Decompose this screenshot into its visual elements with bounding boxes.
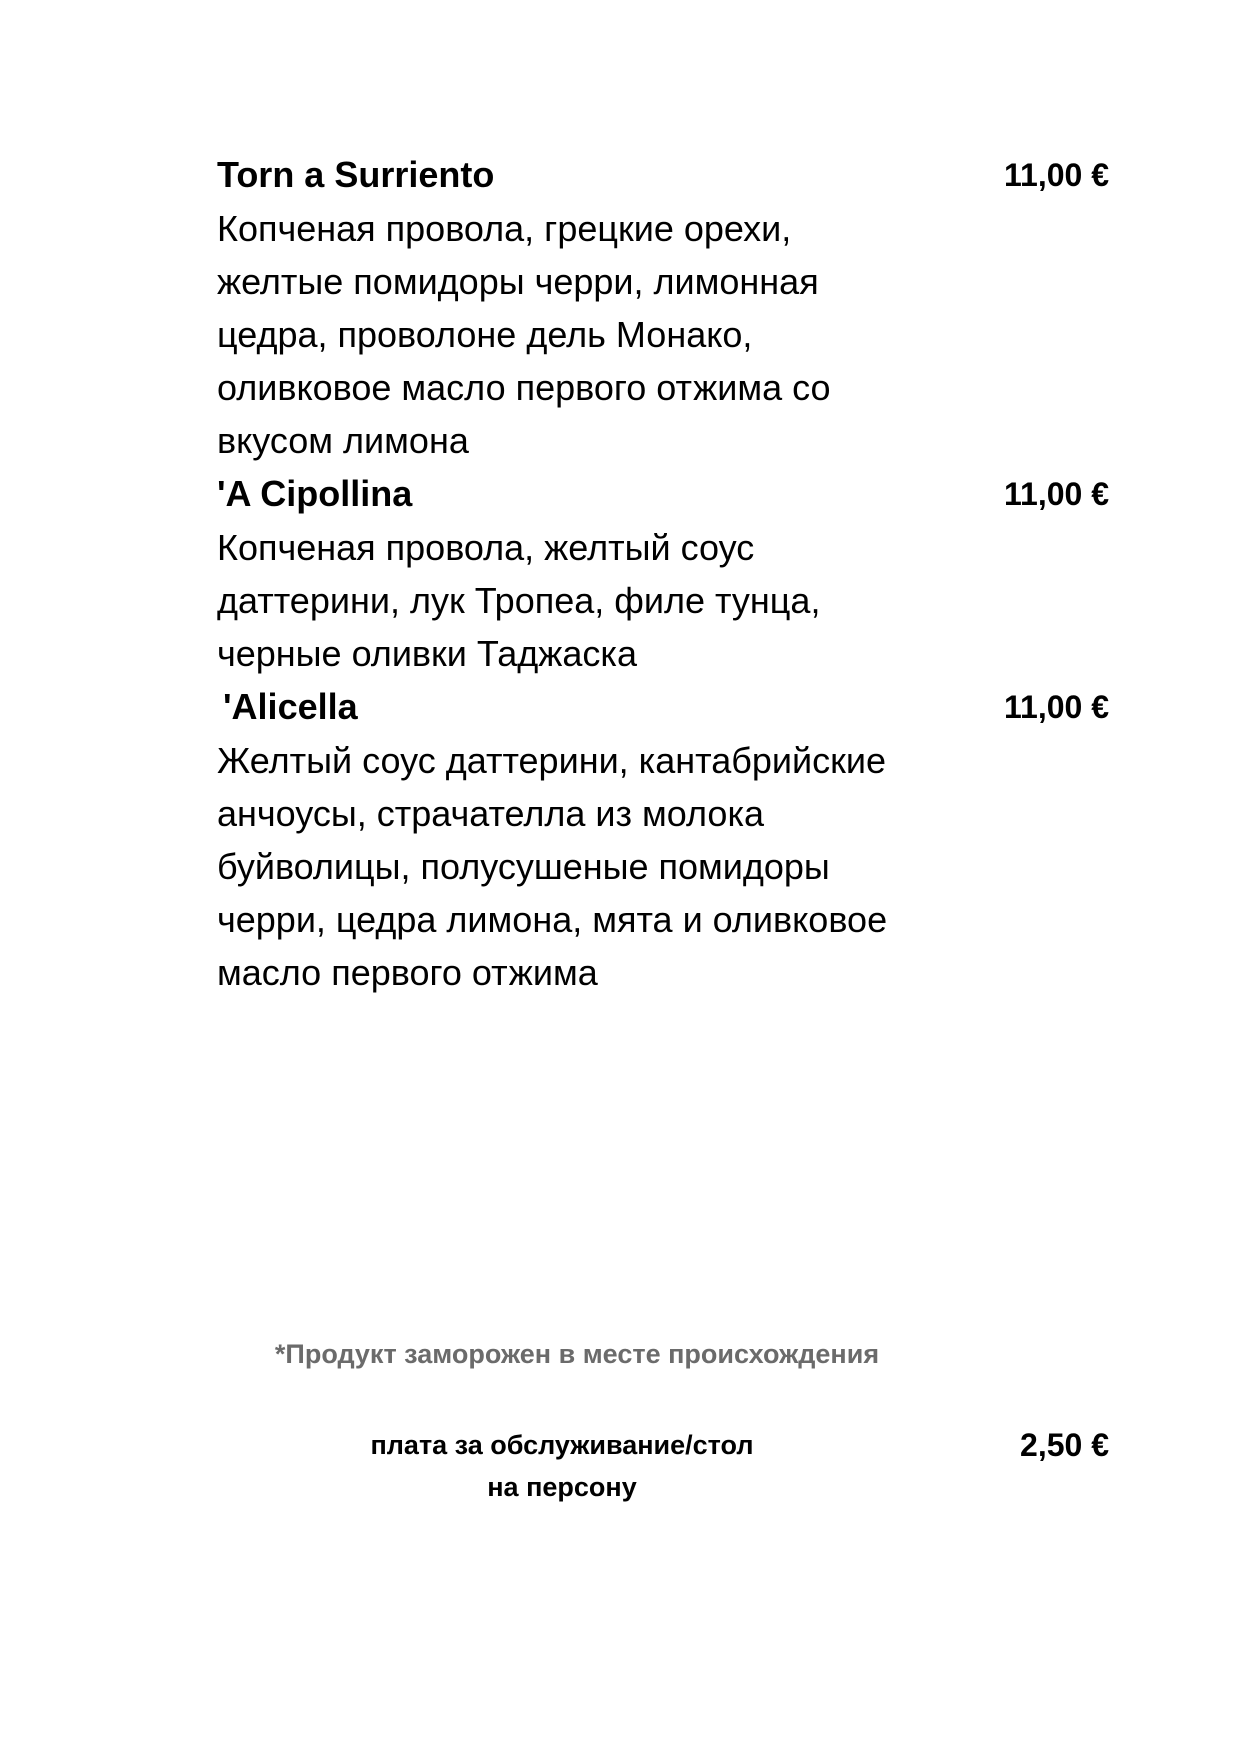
description-line: буйволицы, полусушеные помидоры (217, 846, 830, 887)
menu-list (217, 148, 1109, 999)
service-charge-price: 2,50 € (1020, 1427, 1109, 1463)
description-line: черные оливки Таджаска (217, 633, 637, 674)
menu-item-name: 'Alicella (223, 686, 358, 727)
menu-item-name: Torn a Surriento (217, 154, 495, 195)
description-line: вкусом лимона (217, 420, 469, 461)
service-charge-line: на персону (487, 1472, 637, 1502)
menu-item-price: 11,00 € (1004, 157, 1109, 193)
description-line: оливковое масло первого отжима со (217, 367, 831, 408)
menu-item-price: 11,00 € (1004, 476, 1109, 512)
menu-item-header (217, 148, 1109, 202)
description-line: Копченая провола, грецкие орехи, (217, 208, 792, 249)
description-line: черри, цедра лимона, мята и оливковое (217, 899, 888, 940)
description-line: желтые помидоры черри, лимонная (217, 261, 819, 302)
menu-item-name: 'A Cipollina (217, 473, 413, 514)
menu-item-description (217, 521, 1109, 680)
service-charge-label (352, 1424, 772, 1508)
menu-item-description (217, 734, 1109, 999)
frozen-product-footnote: *Продукт заморожен в месте происхождения (274, 1339, 880, 1369)
description-line: масло первого отжима (217, 952, 598, 993)
description-line: даттерини, лук Тропеа, филе тунца, (217, 580, 821, 621)
menu-item-header (217, 680, 1109, 734)
description-line: Желтый соус даттерини, кантабрийские (217, 740, 886, 781)
menu-item-price: 11,00 € (1004, 689, 1109, 725)
menu-item-description (217, 202, 1109, 467)
description-line: анчоусы, страчателла из молока (217, 793, 765, 834)
menu-item (217, 680, 1109, 999)
service-charge-line: плата за обслуживание/стол (370, 1430, 754, 1460)
description-line: Копченая провола, желтый соус (217, 527, 755, 568)
menu-item (217, 467, 1109, 680)
menu-item (217, 148, 1109, 467)
menu-item-header (217, 467, 1109, 521)
description-line: цедра, проволоне дель Монако, (217, 314, 753, 355)
